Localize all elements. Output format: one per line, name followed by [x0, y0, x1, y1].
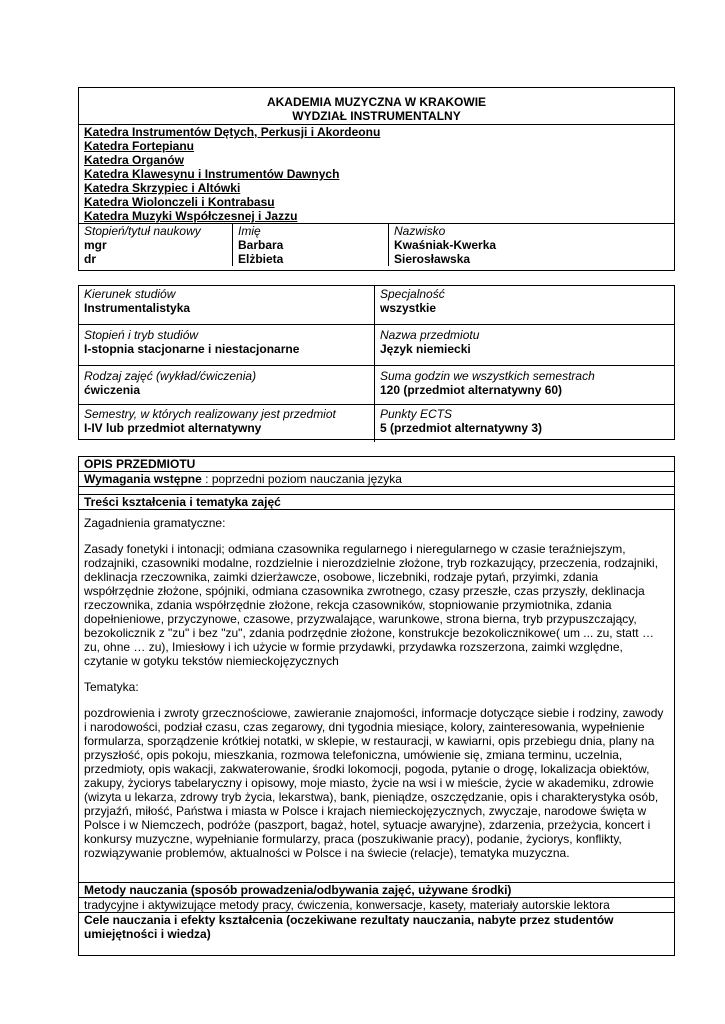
grammar-heading: Zagadnienia gramatyczne: — [84, 516, 226, 530]
subject-value: Język niemiecki — [380, 342, 471, 356]
teacher-surname: Sierosławska — [394, 252, 471, 266]
topics-heading: Tematyka: — [84, 680, 139, 694]
level-value: I-stopnia stacjonarne i niestacjonarne — [84, 342, 300, 356]
subject-label: Nazwa przedmiotu — [380, 328, 480, 342]
field-value: Instrumentalistyka — [84, 301, 191, 315]
methods-title: Metody nauczania (sposób prowadzenia/odbywania zajęć, używane środki) — [79, 882, 674, 897]
type-value: ćwiczenia — [84, 383, 141, 397]
spacer-row — [79, 486, 674, 494]
course-row — [79, 324, 674, 365]
requirements-value: : poprzedni poziom nauczania języka — [201, 472, 402, 486]
content-cell — [79, 509, 674, 882]
teacher-name: Elżbieta — [238, 252, 284, 266]
content-title: Treści kształcenia i tematyka zajęć — [79, 494, 674, 509]
hours-label: Suma godzin we wszystkich semestrach — [380, 369, 595, 383]
title-label: Stopień/tytuł naukowy — [84, 224, 201, 238]
goals-title: Cele nauczania i efekty kształcenia (oczekiwane rezultaty nauczania, nabyte przez studentów umiejętności i wiedza) — [79, 912, 674, 941]
title-column — [79, 224, 233, 266]
methods-value: tradycyjne i aktywizujące metody pracy, ćwiczenia, konwersacje, kasety, materiały autorskie lektora — [79, 897, 674, 912]
hours-cell — [375, 366, 674, 404]
hours-value: 120 (przedmiot alternatywny 60) — [380, 383, 563, 397]
grammar-text: Zasady fonetyki i intonacji; odmiana czasownika regularnego i nieregularnego w czasie teraźniejszym, rodzajniki, czasowniki modalne, rozdzielnie i nierozdzielnie złożone, tryb rozkazujący, przeczenia, rodzajniki, deklinacja rzeczownika, zaimki dzierżawcze, osobowe, liczebniki, rodzaje pytań, przyimki, zdania współrzędnie złożone, spójniki, odmiana czasownika zwrotnego, czasy przeszłe, czas przyszły, deklinacja rzeczownika, zdania współrzędnie złożone, rekcja czasowników, stopniowanie przymiotnika, zdania dopełnieniowe, przyczynowe, czasowe, przyzwalające, warunkowe, strona bierna, tryb przypuszczający, bezokolicznik z "zu" i bez "zu", zdania podrzędnie złożone, konstrukcje bezokolicznikowe( um ... zu, statt … zu, ohne … zu), Imiesłowy i ich użycie w formie przydawki, przydawka rozszerzona, zaimki względne, czytanie w gotyku tekstów niemieckojęzycznych — [84, 542, 659, 668]
name-label: Imię — [238, 224, 261, 238]
field-cell — [79, 286, 375, 324]
topics-text: pozdrowienia i zwroty grzecznościowe, zawieranie znajomości, informacje dotyczące siebie i rodziny, zawody i narodowości, podział czasu, czas zegarowy, dni tygodnia miesiące, kolory, zainteresowania, wypełnienie formularza, sporządzenie krótkiej notatki, w sklepie, w restauracji, w kawiarni, opis przebiegu dnia, plany na przyszłość, opis pokoju, mieszkania, rozmowa telefoniczna, umówienie się, zmiana terminu, uczelnia, przedmioty, opis wakacji, zakwaterowanie, środki lokomocji, pogoda, pytanie o drogę, lokalizacja obiektów, zakupy, życiorys tabelaryczny i opisowy, moje miasto, życie na wsi i w mieście, życie w akademiku, zdrowie (wizyta u lekarza, zdrowy tryb życia, lekarstwa), bank, pieniądze, oszczędzanie, opis i charakterystyka osób, przyjaźń, miłość, Państwa i miasta w Polsce i krajach niemieckojęzycznych, zwyczaje, narodowe święta w Polsce i w Niemczech, podróże (paszport, bagaż, hotel, sytuacje awaryjne), zdarzenia, przeżycia, koncert i konkursy muzyczne, wypełnianie formularzy, praca (poszukiwanie pracy), podanie, życiorys, konflikty, rozwiązywanie problemów, aktualności w Polsce i na świecie (relacje), tematyka muzyczna. — [84, 706, 664, 860]
semesters-label: Semestry, w których realizowany jest przedmiot — [84, 407, 336, 421]
faculty-header — [79, 88, 674, 124]
semesters-cell — [79, 405, 375, 442]
requirements-row — [79, 471, 674, 486]
ects-label: Punkty ECTS — [380, 407, 453, 421]
subject-cell — [375, 325, 674, 365]
academy-name: AKADEMIA MUZYCZNA W KRAKOWIE — [266, 95, 487, 109]
surname-label: Nazwisko — [394, 224, 446, 238]
spec-label: Specjalność — [380, 287, 445, 301]
department-item: Katedra Wiolonczeli i Kontrabasu — [84, 195, 275, 209]
course-row — [79, 404, 674, 442]
ects-value: 5 (przedmiot alternatywny 3) — [380, 421, 543, 435]
faculty-table — [78, 87, 675, 271]
department-item: Katedra Klawesynu i Instrumentów Dawnych — [84, 167, 340, 181]
course-row — [79, 365, 674, 404]
field-label: Kierunek studiów — [84, 287, 176, 301]
level-cell — [79, 325, 375, 365]
type-cell — [79, 366, 375, 404]
course-row — [79, 286, 674, 324]
department-item: Katedra Fortepianu — [84, 139, 195, 153]
department-item: Katedra Muzyki Współczesnej i Jazzu — [84, 209, 298, 223]
semesters-value: I-IV lub przedmiot alternatywny — [84, 421, 262, 435]
surname-column — [389, 224, 674, 266]
teacher-grid — [79, 223, 674, 266]
name-column — [233, 224, 389, 266]
requirements-label: Wymagania wstępne — [84, 472, 202, 486]
spec-cell — [375, 286, 674, 324]
description-table — [78, 456, 675, 956]
description-title: OPIS PRZEDMIOTU — [84, 457, 196, 471]
department-item: Katedra Organów — [84, 153, 185, 167]
department-item: Katedra Skrzypiec i Altówki — [84, 181, 241, 195]
ects-cell — [375, 405, 674, 442]
teacher-title: dr — [84, 252, 96, 266]
level-label: Stopień i tryb studiów — [84, 328, 199, 342]
teacher-title: mgr — [84, 238, 107, 252]
spec-value: wszystkie — [380, 301, 437, 315]
faculty-name: WYDZIAŁ INSTRUMENTALNY — [292, 109, 461, 123]
course-info-table — [78, 285, 675, 440]
teacher-surname: Kwaśniak-Kwerka — [394, 238, 497, 252]
type-label: Rodzaj zajęć (wykład/ćwiczenia) — [84, 369, 257, 383]
department-list — [79, 124, 674, 223]
department-item: Katedra Instrumentów Dętych, Perkusji i Akordeonu — [84, 125, 381, 139]
teacher-name: Barbara — [238, 238, 284, 252]
